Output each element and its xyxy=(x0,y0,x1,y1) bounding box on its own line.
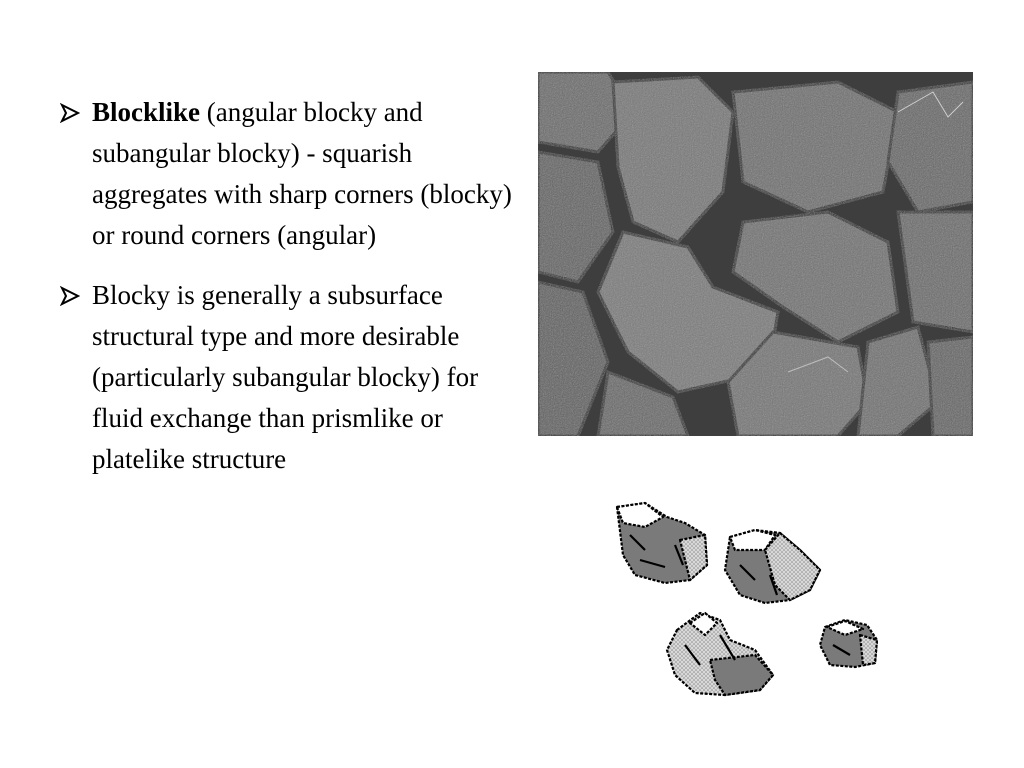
bullet-blocklike xyxy=(58,92,528,256)
aggregate-1 xyxy=(617,503,707,583)
bullet-text: Blocky is generally a subsurface structural type and more desirable (particularly subangular blocky) for fluid exchange than prismlike or platelike structure xyxy=(92,280,479,474)
bullet-blocky-subsurface xyxy=(58,275,528,480)
aggregate-2 xyxy=(725,530,820,603)
bullet-list xyxy=(58,92,528,499)
blocky-soil-aggregates-photo xyxy=(538,72,973,436)
bullet-text: (angular blocky and subangular blocky) - squarish aggregates with sharp corners (blocky) or round corners (angular) xyxy=(92,97,512,250)
aggregate-3 xyxy=(667,613,773,695)
aggregate-4 xyxy=(820,620,877,667)
bullet-term: Blocklike xyxy=(92,97,201,127)
arrowhead-bullet-icon xyxy=(58,92,84,133)
blocky-aggregate-sketch xyxy=(605,495,890,710)
arrowhead-bullet-icon xyxy=(58,275,84,316)
